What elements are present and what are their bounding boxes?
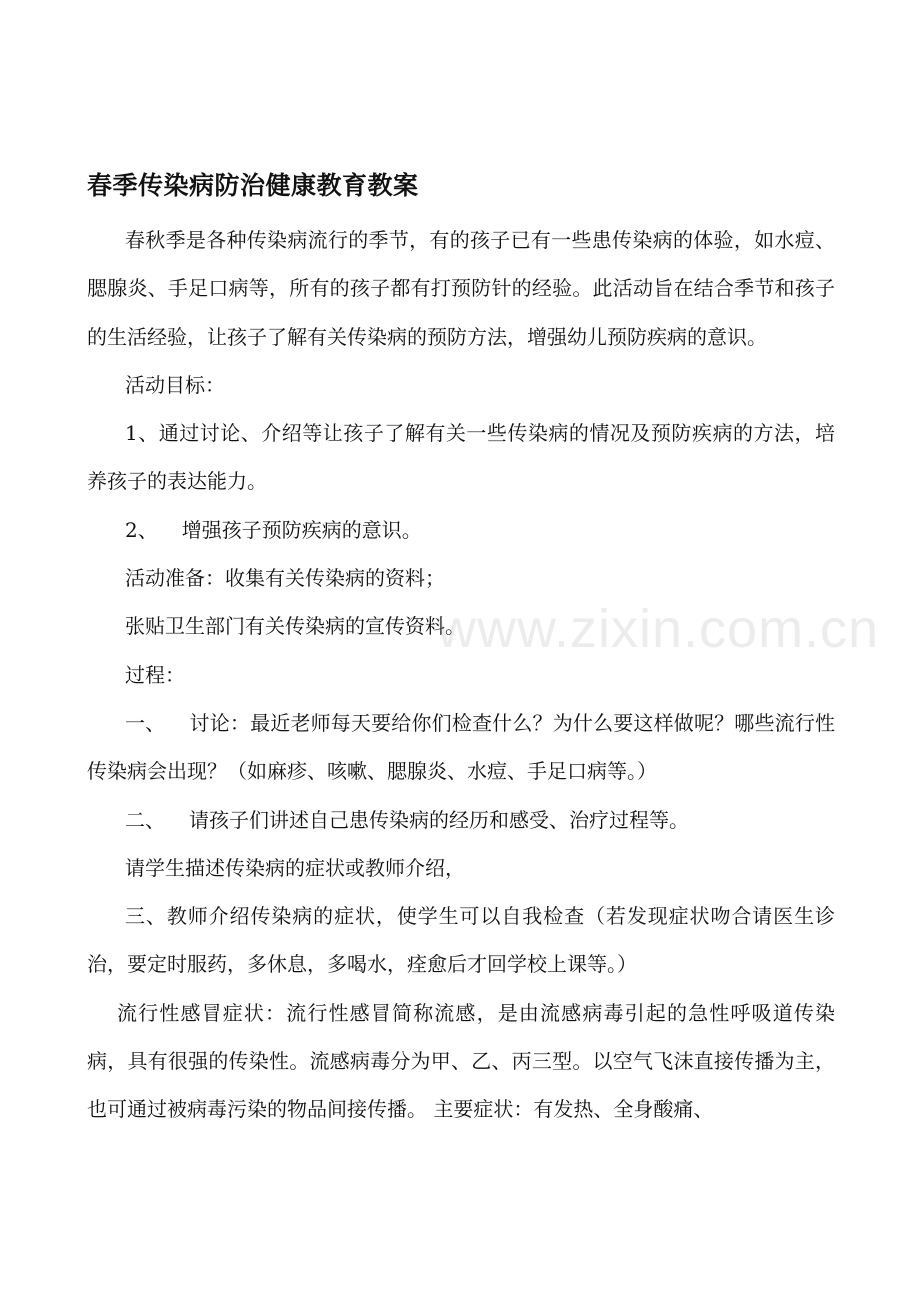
paragraph-step-1	[87, 699, 835, 796]
paragraph-text: 1、通过讨论、介绍等让孩子了解有关一些传染病的情况及预防疾病的方法，培养孩子的表达能力。	[87, 421, 835, 494]
list-marker: 二、	[125, 807, 165, 832]
paragraph-goal-2	[87, 506, 835, 554]
paragraph-text: 讨论：最近老师每天要给你们检查什么？为什么要这样做呢？哪些流行性传染病会出现？（如麻疹、咳嗽、腮腺炎、水痘、手足口病等。）	[87, 710, 836, 784]
paragraph-text: 增强孩子预防疾病的意识。	[181, 517, 422, 542]
document-body	[87, 216, 835, 1134]
paragraph-text: 请孩子们讲述自己患传染病的经历和感受、治疗过程等。	[189, 807, 689, 832]
watermark: www.zixin.com.cn	[437, 599, 880, 659]
paragraph-text: 张贴卫生部门有关传染病的宣传资料。	[125, 614, 465, 639]
paragraph-text: 请学生描述传染病的症状或教师介绍，	[125, 855, 465, 880]
paragraph-intro	[87, 216, 835, 361]
document-title: 春季传染病防治健康教育教案	[87, 171, 419, 200]
paragraph-text: 过程：	[125, 662, 185, 687]
paragraph-text: 三、教师介绍传染病的症状，使学生可以自我检查（若发现症状吻合请医生诊治，要定时服药，多休息，多喝水，痊愈后才回学校上课等。）	[87, 904, 835, 977]
paragraph-influenza	[87, 989, 835, 1134]
paragraph-goals-heading	[87, 361, 835, 409]
list-marker: 2、	[125, 517, 158, 542]
paragraph-step-3	[87, 892, 835, 989]
paragraph-goal-1	[87, 409, 835, 506]
list-marker: 一、	[125, 710, 166, 735]
paragraph-text: 流行性感冒症状：流行性感冒简称流感，是由流感病毒引起的急性呼吸道传染病，具有很强的传染性。流感病毒分为甲、乙、丙三型。以空气飞沫直接传播为主，也可通过被病毒污染的物品间接传播。 主要症状：有发热、全身酸痛、	[87, 1000, 835, 1122]
paragraph-step-2b	[87, 844, 835, 892]
paragraph-text: 春秋季是各种传染病流行的季节，有的孩子已有一些患传染病的体验，如水痘、腮腺炎、手足口病等，所有的孩子都有打预防针的经验。此活动旨在结合季节和孩子的生活经验，让孩子了解有关传染病的预防方法，增强幼儿预防疾病的意识。	[87, 228, 835, 349]
paragraph-preparation	[87, 554, 835, 602]
paragraph-text: 活动准备：收集有关传染病的资料；	[125, 566, 445, 591]
paragraph-text: 活动目标：	[125, 372, 225, 397]
paragraph-step-2	[87, 796, 835, 844]
